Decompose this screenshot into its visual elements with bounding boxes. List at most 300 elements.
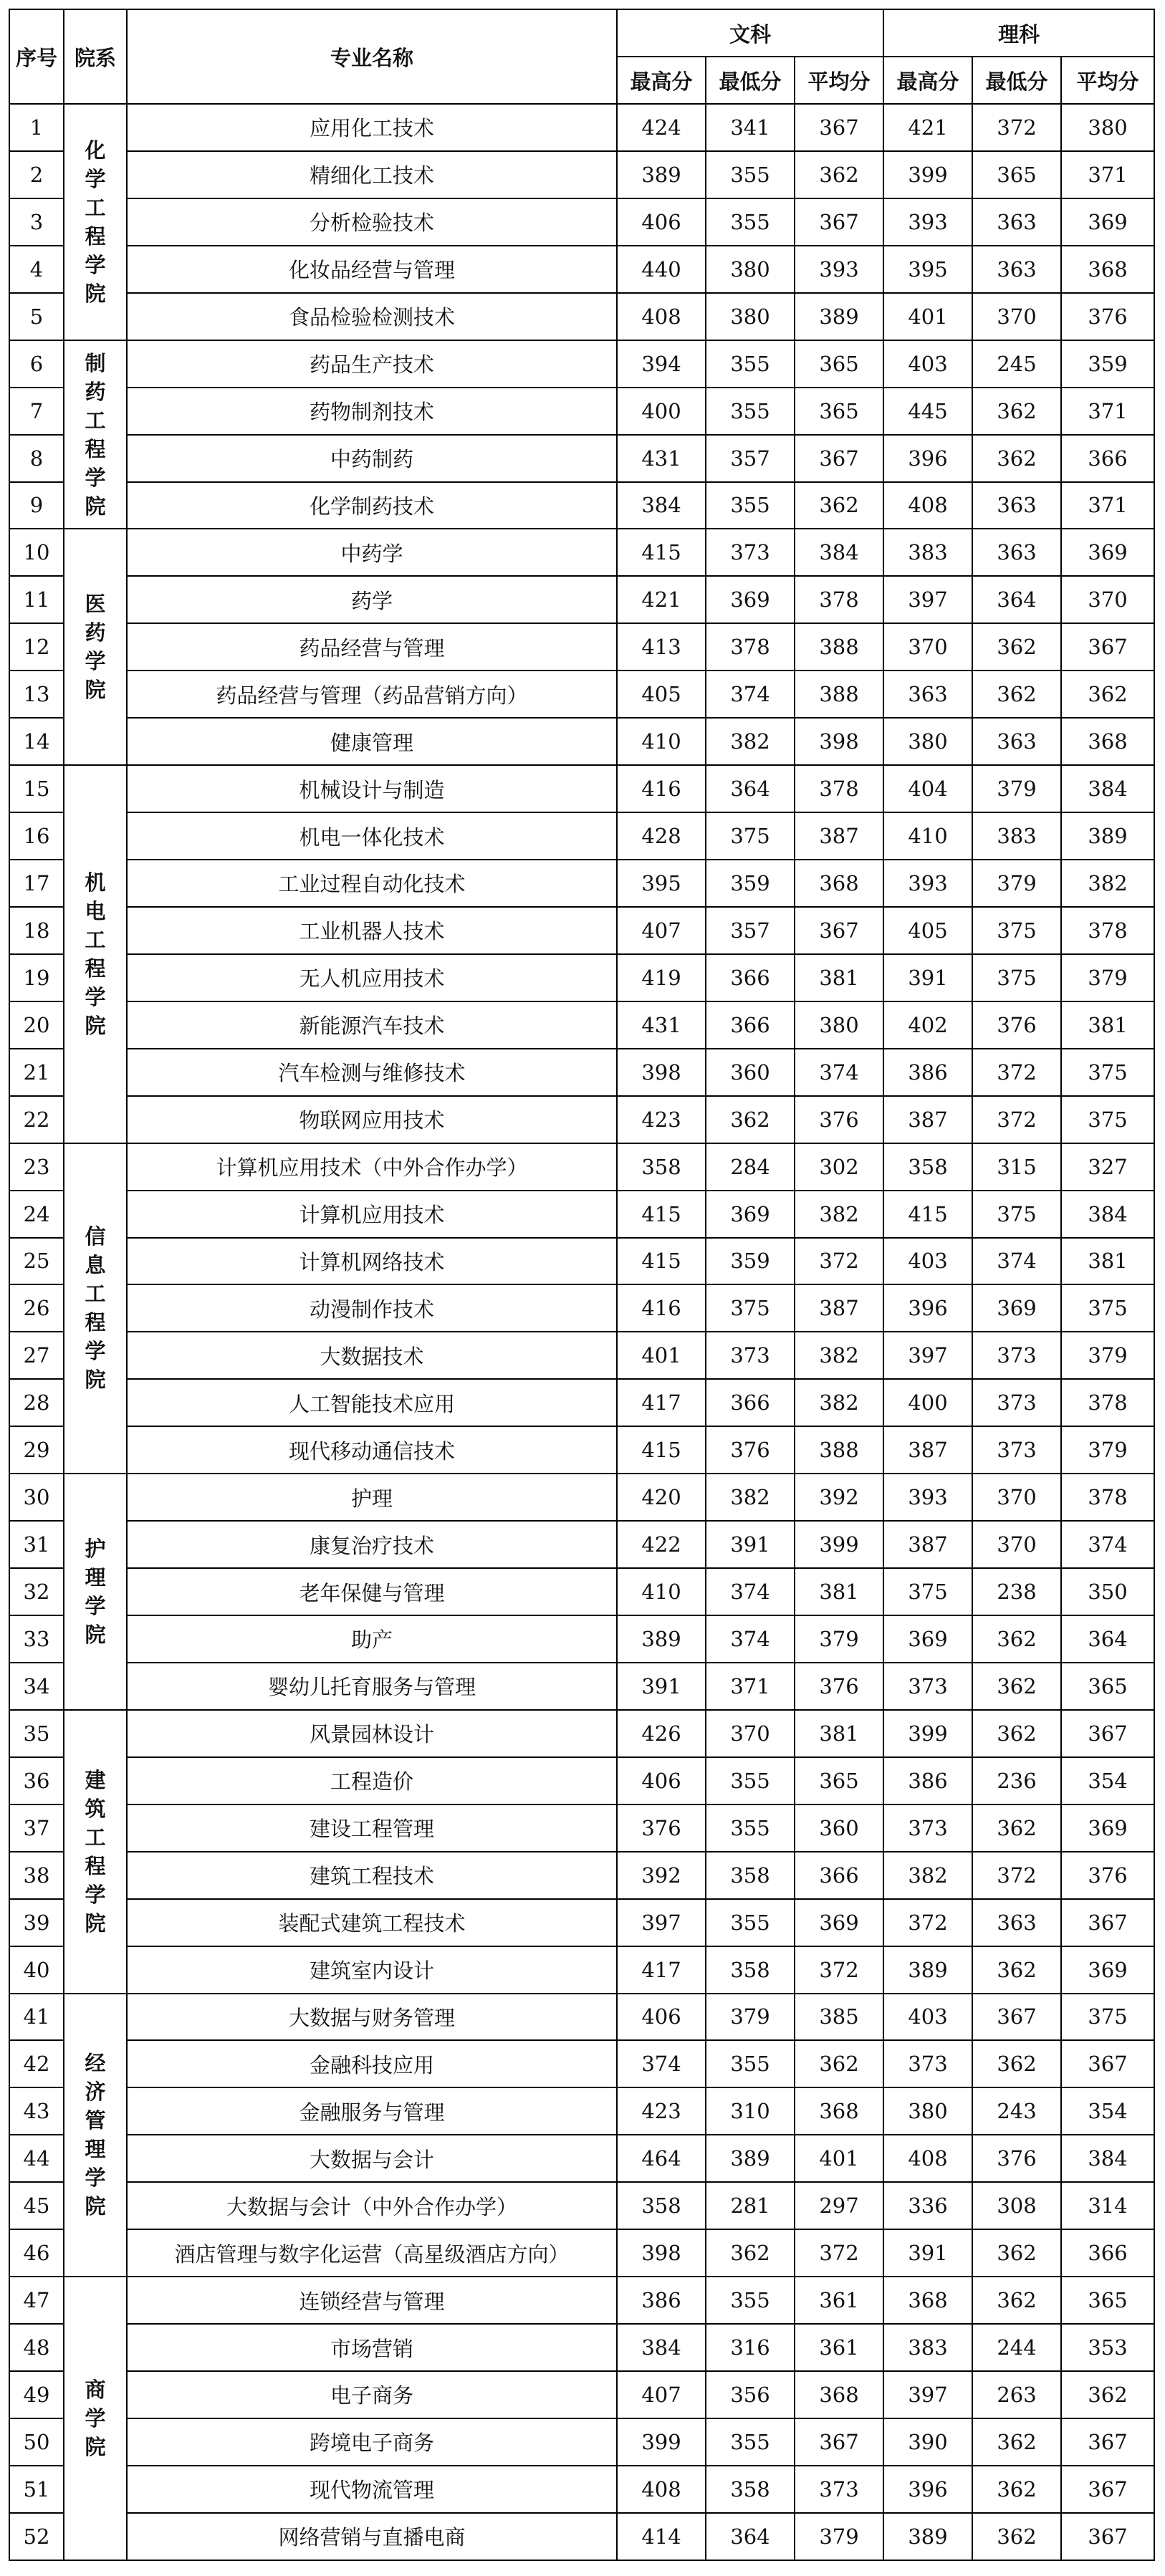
table-row xyxy=(9,2277,1154,2324)
seq-cell: 14 xyxy=(9,718,64,765)
header-seq: 序号 xyxy=(9,9,64,104)
seq-cell: 27 xyxy=(9,1332,64,1379)
like-max-cell: 397 xyxy=(883,1332,972,1379)
wenke-avg-cell: 368 xyxy=(795,860,883,907)
like-avg-cell: 376 xyxy=(1061,1852,1154,1899)
major-name-cell: 精细化工技术 xyxy=(127,151,617,198)
like-max-cell: 402 xyxy=(883,1001,972,1049)
wenke-avg-cell: 381 xyxy=(795,1568,883,1615)
wenke-max-cell: 384 xyxy=(617,2324,706,2371)
wenke-avg-cell: 367 xyxy=(795,907,883,954)
wenke-avg-cell: 384 xyxy=(795,529,883,576)
major-name-cell: 助产 xyxy=(127,1615,617,1663)
major-name-cell: 无人机应用技术 xyxy=(127,954,617,1001)
table-row xyxy=(9,2466,1154,2513)
like-max-cell: 386 xyxy=(883,1049,972,1096)
like-min-cell: 362 xyxy=(972,435,1061,482)
like-avg-cell: 371 xyxy=(1061,482,1154,529)
major-name-cell: 建设工程管理 xyxy=(127,1804,617,1852)
like-min-cell: 372 xyxy=(972,1852,1061,1899)
table-row xyxy=(9,1663,1154,1710)
like-max-cell: 380 xyxy=(883,718,972,765)
seq-cell: 30 xyxy=(9,1474,64,1521)
seq-cell: 39 xyxy=(9,1899,64,1946)
wenke-min-cell: 389 xyxy=(706,2135,795,2182)
like-max-cell: 403 xyxy=(883,340,972,388)
like-avg-cell: 378 xyxy=(1061,1379,1154,1426)
wenke-min-cell: 355 xyxy=(706,2277,795,2324)
like-max-cell: 397 xyxy=(883,2371,972,2418)
like-max-cell: 358 xyxy=(883,1143,972,1191)
college-cell: 医药学院 xyxy=(64,529,127,765)
wenke-avg-cell: 372 xyxy=(795,1238,883,1285)
like-max-cell: 404 xyxy=(883,765,972,812)
like-avg-cell: 375 xyxy=(1061,1049,1154,1096)
major-name-cell: 药品生产技术 xyxy=(127,340,617,388)
wenke-max-cell: 416 xyxy=(617,1284,706,1332)
like-max-cell: 399 xyxy=(883,1710,972,1757)
table-row xyxy=(9,1474,1154,1521)
wenke-avg-cell: 360 xyxy=(795,1804,883,1852)
like-max-cell: 368 xyxy=(883,2277,972,2324)
major-name-cell: 工业过程自动化技术 xyxy=(127,860,617,907)
major-name-cell: 应用化工技术 xyxy=(127,104,617,151)
wenke-max-cell: 406 xyxy=(617,198,706,246)
seq-cell: 36 xyxy=(9,1757,64,1804)
seq-cell: 4 xyxy=(9,246,64,293)
like-max-cell: 396 xyxy=(883,435,972,482)
seq-cell: 41 xyxy=(9,1994,64,2041)
wenke-avg-cell: 365 xyxy=(795,388,883,435)
wenke-avg-cell: 388 xyxy=(795,671,883,718)
major-name-cell: 新能源汽车技术 xyxy=(127,1001,617,1049)
seq-cell: 44 xyxy=(9,2135,64,2182)
wenke-max-cell: 407 xyxy=(617,907,706,954)
major-name-cell: 现代物流管理 xyxy=(127,2466,617,2513)
like-avg-cell: 375 xyxy=(1061,1096,1154,1143)
table-body xyxy=(9,104,1154,2560)
major-name-cell: 酒店管理与数字化运营（高星级酒店方向） xyxy=(127,2229,617,2277)
wenke-avg-cell: 372 xyxy=(795,1946,883,1994)
like-min-cell: 369 xyxy=(972,1284,1061,1332)
table-row xyxy=(9,907,1154,954)
admission-score-table-wrap xyxy=(9,9,1155,2561)
wenke-min-cell: 281 xyxy=(706,2182,795,2229)
table-row xyxy=(9,198,1154,246)
wenke-max-cell: 410 xyxy=(617,718,706,765)
like-avg-cell: 354 xyxy=(1061,2087,1154,2135)
header-wenke-max: 最高分 xyxy=(617,57,706,104)
like-min-cell: 362 xyxy=(972,1663,1061,1710)
seq-cell: 21 xyxy=(9,1049,64,1096)
wenke-min-cell: 355 xyxy=(706,1899,795,1946)
wenke-max-cell: 419 xyxy=(617,954,706,1001)
like-min-cell: 362 xyxy=(972,2040,1061,2087)
college-cell: 经济管理学院 xyxy=(64,1994,127,2277)
wenke-max-cell: 415 xyxy=(617,1191,706,1238)
table-row xyxy=(9,2513,1154,2560)
wenke-avg-cell: 367 xyxy=(795,435,883,482)
seq-cell: 48 xyxy=(9,2324,64,2371)
like-avg-cell: 381 xyxy=(1061,1238,1154,1285)
like-avg-cell: 365 xyxy=(1061,2277,1154,2324)
like-avg-cell: 389 xyxy=(1061,812,1154,860)
like-min-cell: 245 xyxy=(972,340,1061,388)
wenke-max-cell: 389 xyxy=(617,151,706,198)
wenke-max-cell: 417 xyxy=(617,1379,706,1426)
header-like-min: 最低分 xyxy=(972,57,1061,104)
wenke-min-cell: 370 xyxy=(706,1710,795,1757)
like-min-cell: 362 xyxy=(972,671,1061,718)
like-avg-cell: 370 xyxy=(1061,576,1154,623)
table-row xyxy=(9,529,1154,576)
like-max-cell: 387 xyxy=(883,1096,972,1143)
wenke-avg-cell: 369 xyxy=(795,1899,883,1946)
table-row xyxy=(9,388,1154,435)
table-row xyxy=(9,435,1154,482)
like-max-cell: 383 xyxy=(883,529,972,576)
wenke-max-cell: 423 xyxy=(617,2087,706,2135)
like-min-cell: 238 xyxy=(972,1568,1061,1615)
seq-cell: 18 xyxy=(9,907,64,954)
like-max-cell: 389 xyxy=(883,2513,972,2560)
like-avg-cell: 364 xyxy=(1061,1615,1154,1663)
like-min-cell: 376 xyxy=(972,2135,1061,2182)
like-max-cell: 389 xyxy=(883,1946,972,1994)
like-min-cell: 383 xyxy=(972,812,1061,860)
seq-cell: 7 xyxy=(9,388,64,435)
wenke-min-cell: 356 xyxy=(706,2371,795,2418)
like-avg-cell: 350 xyxy=(1061,1568,1154,1615)
wenke-avg-cell: 389 xyxy=(795,293,883,340)
wenke-min-cell: 358 xyxy=(706,2466,795,2513)
seq-cell: 1 xyxy=(9,104,64,151)
wenke-max-cell: 374 xyxy=(617,2040,706,2087)
like-max-cell: 400 xyxy=(883,1379,972,1426)
like-avg-cell: 367 xyxy=(1061,2513,1154,2560)
like-avg-cell: 362 xyxy=(1061,671,1154,718)
wenke-max-cell: 421 xyxy=(617,576,706,623)
seq-cell: 51 xyxy=(9,2466,64,2513)
college-cell: 护理学院 xyxy=(64,1474,127,1710)
seq-cell: 19 xyxy=(9,954,64,1001)
wenke-max-cell: 440 xyxy=(617,246,706,293)
major-name-cell: 计算机网络技术 xyxy=(127,1238,617,1285)
like-max-cell: 421 xyxy=(883,104,972,151)
seq-cell: 6 xyxy=(9,340,64,388)
wenke-avg-cell: 376 xyxy=(795,1663,883,1710)
wenke-avg-cell: 362 xyxy=(795,151,883,198)
major-name-cell: 分析检验技术 xyxy=(127,198,617,246)
wenke-min-cell: 373 xyxy=(706,529,795,576)
like-avg-cell: 367 xyxy=(1061,2466,1154,2513)
wenke-avg-cell: 382 xyxy=(795,1332,883,1379)
like-max-cell: 401 xyxy=(883,293,972,340)
seq-cell: 47 xyxy=(9,2277,64,2324)
college-cell: 制药工程学院 xyxy=(64,340,127,529)
seq-cell: 29 xyxy=(9,1426,64,1474)
table-row xyxy=(9,1238,1154,1285)
wenke-avg-cell: 388 xyxy=(795,1426,883,1474)
like-max-cell: 390 xyxy=(883,2418,972,2466)
table-row xyxy=(9,623,1154,671)
wenke-max-cell: 408 xyxy=(617,2466,706,2513)
like-min-cell: 244 xyxy=(972,2324,1061,2371)
wenke-avg-cell: 385 xyxy=(795,1994,883,2041)
seq-cell: 35 xyxy=(9,1710,64,1757)
table-row xyxy=(9,1191,1154,1238)
like-min-cell: 362 xyxy=(972,2513,1061,2560)
like-max-cell: 387 xyxy=(883,1426,972,1474)
wenke-max-cell: 420 xyxy=(617,1474,706,1521)
like-max-cell: 408 xyxy=(883,482,972,529)
like-min-cell: 362 xyxy=(972,1710,1061,1757)
like-avg-cell: 367 xyxy=(1061,2040,1154,2087)
header-like-max: 最高分 xyxy=(883,57,972,104)
like-avg-cell: 376 xyxy=(1061,293,1154,340)
like-min-cell: 362 xyxy=(972,1804,1061,1852)
seq-cell: 2 xyxy=(9,151,64,198)
wenke-avg-cell: 376 xyxy=(795,1096,883,1143)
header-wenke: 文科 xyxy=(617,9,883,57)
table-row xyxy=(9,2324,1154,2371)
table-row xyxy=(9,1946,1154,1994)
wenke-max-cell: 416 xyxy=(617,765,706,812)
wenke-min-cell: 382 xyxy=(706,718,795,765)
college-cell: 化学工程学院 xyxy=(64,104,127,340)
like-min-cell: 363 xyxy=(972,1899,1061,1946)
like-max-cell: 396 xyxy=(883,1284,972,1332)
table-row xyxy=(9,1379,1154,1426)
wenke-max-cell: 358 xyxy=(617,1143,706,1191)
like-avg-cell: 369 xyxy=(1061,1804,1154,1852)
table-row xyxy=(9,1899,1154,1946)
wenke-avg-cell: 381 xyxy=(795,1710,883,1757)
wenke-min-cell: 355 xyxy=(706,2040,795,2087)
table-row xyxy=(9,1994,1154,2041)
wenke-max-cell: 392 xyxy=(617,1852,706,1899)
seq-cell: 34 xyxy=(9,1663,64,1710)
table-row xyxy=(9,151,1154,198)
wenke-max-cell: 394 xyxy=(617,340,706,388)
wenke-max-cell: 422 xyxy=(617,1521,706,1568)
wenke-avg-cell: 378 xyxy=(795,765,883,812)
like-min-cell: 373 xyxy=(972,1332,1061,1379)
like-avg-cell: 367 xyxy=(1061,1899,1154,1946)
like-max-cell: 395 xyxy=(883,246,972,293)
wenke-min-cell: 369 xyxy=(706,1191,795,1238)
like-avg-cell: 378 xyxy=(1061,907,1154,954)
major-name-cell: 药品经营与管理（药品营销方向） xyxy=(127,671,617,718)
wenke-min-cell: 357 xyxy=(706,907,795,954)
seq-cell: 49 xyxy=(9,2371,64,2418)
wenke-max-cell: 464 xyxy=(617,2135,706,2182)
like-min-cell: 243 xyxy=(972,2087,1061,2135)
major-name-cell: 市场营销 xyxy=(127,2324,617,2371)
like-max-cell: 393 xyxy=(883,860,972,907)
seq-cell: 31 xyxy=(9,1521,64,1568)
like-avg-cell: 365 xyxy=(1061,1663,1154,1710)
wenke-min-cell: 366 xyxy=(706,1001,795,1049)
table-row xyxy=(9,1804,1154,1852)
like-min-cell: 363 xyxy=(972,529,1061,576)
major-name-cell: 工业机器人技术 xyxy=(127,907,617,954)
like-avg-cell: 369 xyxy=(1061,529,1154,576)
seq-cell: 28 xyxy=(9,1379,64,1426)
seq-cell: 5 xyxy=(9,293,64,340)
like-avg-cell: 367 xyxy=(1061,2418,1154,2466)
major-name-cell: 药品经营与管理 xyxy=(127,623,617,671)
seq-cell: 11 xyxy=(9,576,64,623)
wenke-min-cell: 341 xyxy=(706,104,795,151)
wenke-avg-cell: 361 xyxy=(795,2277,883,2324)
like-max-cell: 408 xyxy=(883,2135,972,2182)
major-name-cell: 药学 xyxy=(127,576,617,623)
major-name-cell: 网络营销与直播电商 xyxy=(127,2513,617,2560)
table-row xyxy=(9,860,1154,907)
major-name-cell: 化学制药技术 xyxy=(127,482,617,529)
major-name-cell: 健康管理 xyxy=(127,718,617,765)
wenke-min-cell: 355 xyxy=(706,340,795,388)
wenke-min-cell: 362 xyxy=(706,2229,795,2277)
wenke-max-cell: 423 xyxy=(617,1096,706,1143)
seq-cell: 52 xyxy=(9,2513,64,2560)
wenke-avg-cell: 382 xyxy=(795,1379,883,1426)
header-college: 院系 xyxy=(64,9,127,104)
table-row xyxy=(9,2418,1154,2466)
like-avg-cell: 314 xyxy=(1061,2182,1154,2229)
like-min-cell: 315 xyxy=(972,1143,1061,1191)
header-like-avg: 平均分 xyxy=(1061,57,1154,104)
like-min-cell: 362 xyxy=(972,2277,1061,2324)
major-name-cell: 大数据与会计（中外合作办学） xyxy=(127,2182,617,2229)
like-avg-cell: 384 xyxy=(1061,765,1154,812)
like-max-cell: 382 xyxy=(883,1852,972,1899)
major-name-cell: 机电一体化技术 xyxy=(127,812,617,860)
like-avg-cell: 353 xyxy=(1061,2324,1154,2371)
header-major: 专业名称 xyxy=(127,9,617,104)
major-name-cell: 汽车检测与维修技术 xyxy=(127,1049,617,1096)
wenke-avg-cell: 379 xyxy=(795,1615,883,1663)
like-min-cell: 363 xyxy=(972,246,1061,293)
like-min-cell: 364 xyxy=(972,576,1061,623)
like-min-cell: 362 xyxy=(972,2229,1061,2277)
table-header xyxy=(9,9,1154,104)
wenke-max-cell: 426 xyxy=(617,1710,706,1757)
header-wenke-avg: 平均分 xyxy=(795,57,883,104)
wenke-max-cell: 431 xyxy=(617,1001,706,1049)
seq-cell: 50 xyxy=(9,2418,64,2466)
wenke-min-cell: 355 xyxy=(706,198,795,246)
wenke-min-cell: 379 xyxy=(706,1994,795,2041)
wenke-max-cell: 406 xyxy=(617,1994,706,2041)
wenke-avg-cell: 361 xyxy=(795,2324,883,2371)
wenke-max-cell: 386 xyxy=(617,2277,706,2324)
like-avg-cell: 369 xyxy=(1061,1946,1154,1994)
wenke-max-cell: 410 xyxy=(617,1568,706,1615)
like-min-cell: 370 xyxy=(972,293,1061,340)
wenke-max-cell: 408 xyxy=(617,293,706,340)
like-avg-cell: 367 xyxy=(1061,1710,1154,1757)
wenke-avg-cell: 379 xyxy=(795,2513,883,2560)
like-max-cell: 363 xyxy=(883,671,972,718)
major-name-cell: 电子商务 xyxy=(127,2371,617,2418)
like-max-cell: 373 xyxy=(883,1663,972,1710)
wenke-avg-cell: 362 xyxy=(795,482,883,529)
wenke-min-cell: 316 xyxy=(706,2324,795,2371)
seq-cell: 13 xyxy=(9,671,64,718)
seq-cell: 24 xyxy=(9,1191,64,1238)
wenke-min-cell: 355 xyxy=(706,1804,795,1852)
like-avg-cell: 369 xyxy=(1061,198,1154,246)
table-row xyxy=(9,2371,1154,2418)
wenke-avg-cell: 368 xyxy=(795,2371,883,2418)
major-name-cell: 人工智能技术应用 xyxy=(127,1379,617,1426)
wenke-avg-cell: 382 xyxy=(795,1191,883,1238)
admission-score-table xyxy=(9,9,1155,2561)
major-name-cell: 大数据与会计 xyxy=(127,2135,617,2182)
wenke-max-cell: 428 xyxy=(617,812,706,860)
like-avg-cell: 375 xyxy=(1061,1994,1154,2041)
wenke-max-cell: 389 xyxy=(617,1615,706,1663)
wenke-max-cell: 417 xyxy=(617,1946,706,1994)
like-min-cell: 379 xyxy=(972,765,1061,812)
wenke-max-cell: 415 xyxy=(617,529,706,576)
major-name-cell: 大数据技术 xyxy=(127,1332,617,1379)
major-name-cell: 食品检验检测技术 xyxy=(127,293,617,340)
wenke-avg-cell: 368 xyxy=(795,2087,883,2135)
table-row xyxy=(9,482,1154,529)
like-max-cell: 393 xyxy=(883,1474,972,1521)
wenke-avg-cell: 381 xyxy=(795,954,883,1001)
like-max-cell: 399 xyxy=(883,151,972,198)
wenke-max-cell: 358 xyxy=(617,2182,706,2229)
table-row xyxy=(9,1710,1154,1757)
major-name-cell: 建筑室内设计 xyxy=(127,1946,617,1994)
table-row xyxy=(9,2182,1154,2229)
major-name-cell: 风景园林设计 xyxy=(127,1710,617,1757)
table-row xyxy=(9,1284,1154,1332)
like-max-cell: 386 xyxy=(883,1757,972,1804)
table-row xyxy=(9,954,1154,1001)
wenke-min-cell: 359 xyxy=(706,860,795,907)
wenke-min-cell: 310 xyxy=(706,2087,795,2135)
table-row xyxy=(9,1332,1154,1379)
wenke-avg-cell: 401 xyxy=(795,2135,883,2182)
seq-cell: 33 xyxy=(9,1615,64,1663)
major-name-cell: 中药制药 xyxy=(127,435,617,482)
table-row xyxy=(9,1001,1154,1049)
table-row xyxy=(9,1521,1154,1568)
like-max-cell: 396 xyxy=(883,2466,972,2513)
wenke-max-cell: 397 xyxy=(617,1899,706,1946)
like-min-cell: 362 xyxy=(972,1615,1061,1663)
like-max-cell: 383 xyxy=(883,2324,972,2371)
like-min-cell: 370 xyxy=(972,1521,1061,1568)
wenke-avg-cell: 297 xyxy=(795,2182,883,2229)
like-min-cell: 263 xyxy=(972,2371,1061,2418)
major-name-cell: 中药学 xyxy=(127,529,617,576)
table-row xyxy=(9,1852,1154,1899)
major-name-cell: 连锁经营与管理 xyxy=(127,2277,617,2324)
like-max-cell: 403 xyxy=(883,1994,972,2041)
like-min-cell: 372 xyxy=(972,104,1061,151)
like-min-cell: 363 xyxy=(972,482,1061,529)
like-max-cell: 369 xyxy=(883,1615,972,1663)
like-min-cell: 362 xyxy=(972,1946,1061,1994)
wenke-max-cell: 376 xyxy=(617,1804,706,1852)
seq-cell: 46 xyxy=(9,2229,64,2277)
